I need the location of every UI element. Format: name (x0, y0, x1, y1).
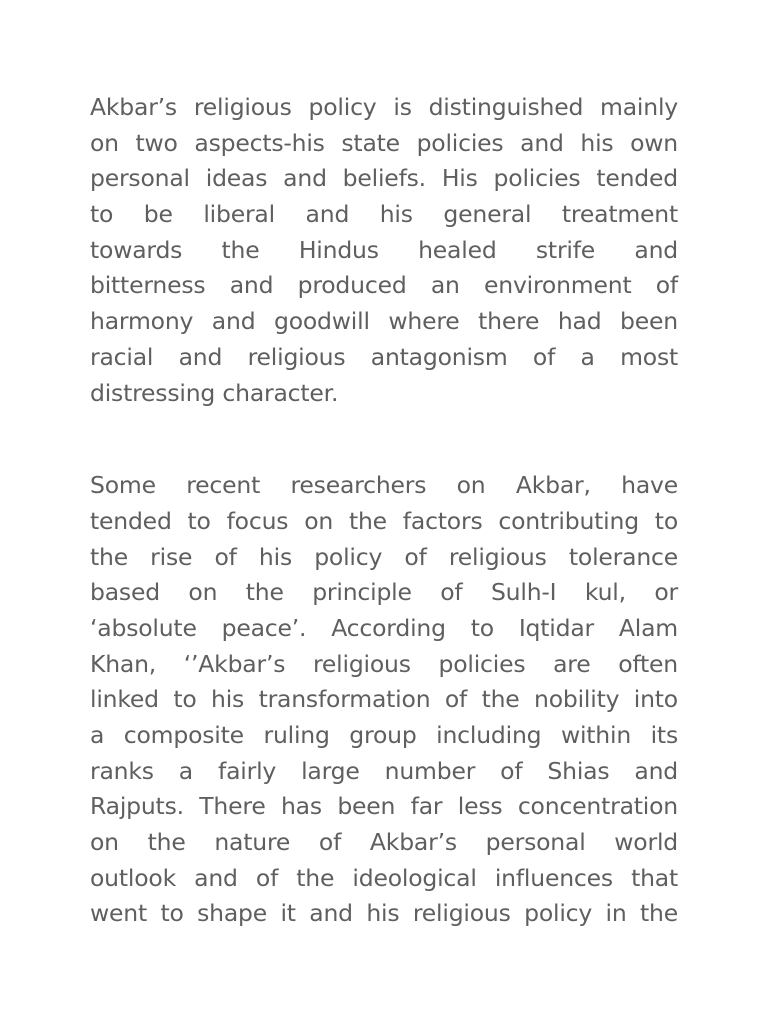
text-line: towards the Hindus healed strife and (90, 235, 678, 264)
text-line: ‘absolute peace’. According to Iqtidar Alam (90, 613, 678, 642)
text-line: Akbar’s religious policy is distinguished mainly (90, 93, 678, 121)
text-line: ranks a fairly large number of Shias and (90, 756, 678, 785)
document-page (90, 90, 678, 932)
text-line: Some recent researchers on Akbar, have (90, 471, 678, 500)
text-line: linked to his transformation of the nobility into (90, 685, 678, 714)
text-line: harmony and goodwill where there had been (90, 307, 678, 336)
text-line: a composite ruling group including within its (90, 721, 678, 749)
text-line: personal ideas and beliefs. His policies tended (90, 164, 678, 193)
paragraph-spacer (90, 411, 678, 468)
text-line: Rajputs. There has been far less concentration (90, 792, 678, 821)
paragraph-akbar-religious-policy (90, 90, 678, 411)
text-line: to be liberal and his general treatment (90, 200, 678, 229)
text-line: the rise of his policy of religious tolerance (90, 542, 678, 571)
text-line: on two aspects-his state policies and his own (90, 128, 678, 157)
text-line: went to shape it and his religious policy in the (90, 899, 678, 928)
text-line: distressing character. (90, 378, 339, 407)
text-line: outlook and of the ideological influences that (90, 863, 678, 892)
text-line: bitterness and produced an environment of (90, 271, 678, 300)
paragraph-recent-researchers (90, 468, 678, 932)
text-line: Khan, ‘’Akbar’s religious policies are often (90, 649, 678, 678)
text-line: based on the principle of Sulh-I kul, or (90, 578, 678, 607)
text-line: on the nature of Akbar’s personal world (90, 828, 678, 857)
text-line: tended to focus on the factors contributing to (90, 506, 678, 535)
text-line: racial and religious antagonism of a most (90, 342, 678, 371)
